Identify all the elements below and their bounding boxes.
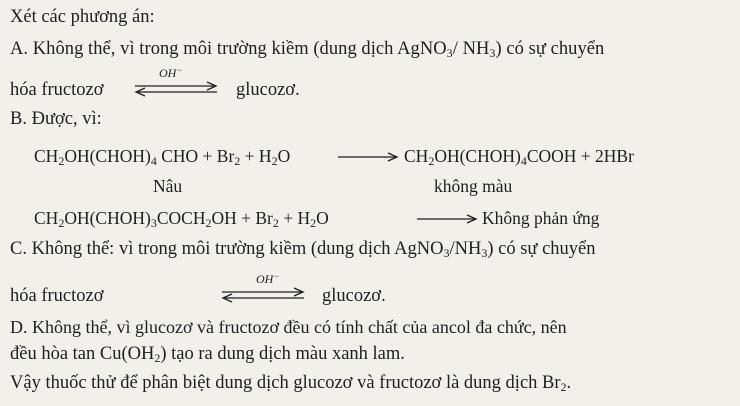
conclusion: Vậy thuốc thử để phân biệt dung dịch glucozơ và fructozơ là dung dịch $Br_2$. <box>10 373 572 394</box>
option-c-arrow-label: OH− <box>256 271 280 286</box>
option-a-arrow-label: OH− <box>159 65 183 80</box>
option-c-line1: C. Không thể: vì trong môi trường kiềm (dung dịch $AgNO_3/NH_3$) có sự chuyển <box>10 239 596 260</box>
reaction-arrow-icon <box>337 151 399 163</box>
option-d-line2: đều hòa $\tan Cu(OH_2)$ tạo ra dung dịch màu xanh lam. <box>10 344 405 365</box>
label-colorless: không màu <box>434 176 513 196</box>
equilibrium-arrow-icon <box>220 286 306 306</box>
option-a-equilibrium-arrow <box>133 66 219 100</box>
option-c-line2-end: glucozơ. <box>322 286 386 306</box>
option-a-line2: hóa fructozơ <box>10 80 104 100</box>
heading: Xét các phương án: <box>10 7 155 27</box>
option-b-equation-1-left: $CH_2OH(CHOH)_4$ CHO + $Br_2 + H_2O$ <box>34 146 291 168</box>
option-c-equilibrium-arrow <box>220 272 306 306</box>
option-b-equation-2-right: Không phản ứng <box>482 208 600 228</box>
option-c-line2: hóa fructozơ <box>10 286 104 306</box>
option-b-equation-2-left: $CH_2OH(CHOH)_3COCH_2OH + Br_2 + H_2O$ <box>34 208 329 230</box>
option-d-line1: D. Không thể, vì glucozơ và fructozơ đều có tính chất của ancol đa chức, nên <box>10 317 567 337</box>
option-b-equation-1-right: $CH_2OH(CHOH)_4COOH + 2HBr$ <box>404 146 634 168</box>
option-b-label: B. Được, vì: <box>10 109 102 129</box>
option-a-line2-end: glucozơ. <box>236 80 300 100</box>
label-brown: Nâu <box>153 176 183 196</box>
equilibrium-arrow-icon <box>133 80 219 100</box>
option-a-line1: A. Không thể, vì trong môi trường kiềm (dung dịch AgNO$_3$/ $NH_3$) có sự chuyển <box>10 39 605 60</box>
reaction-arrow-icon <box>416 213 478 225</box>
